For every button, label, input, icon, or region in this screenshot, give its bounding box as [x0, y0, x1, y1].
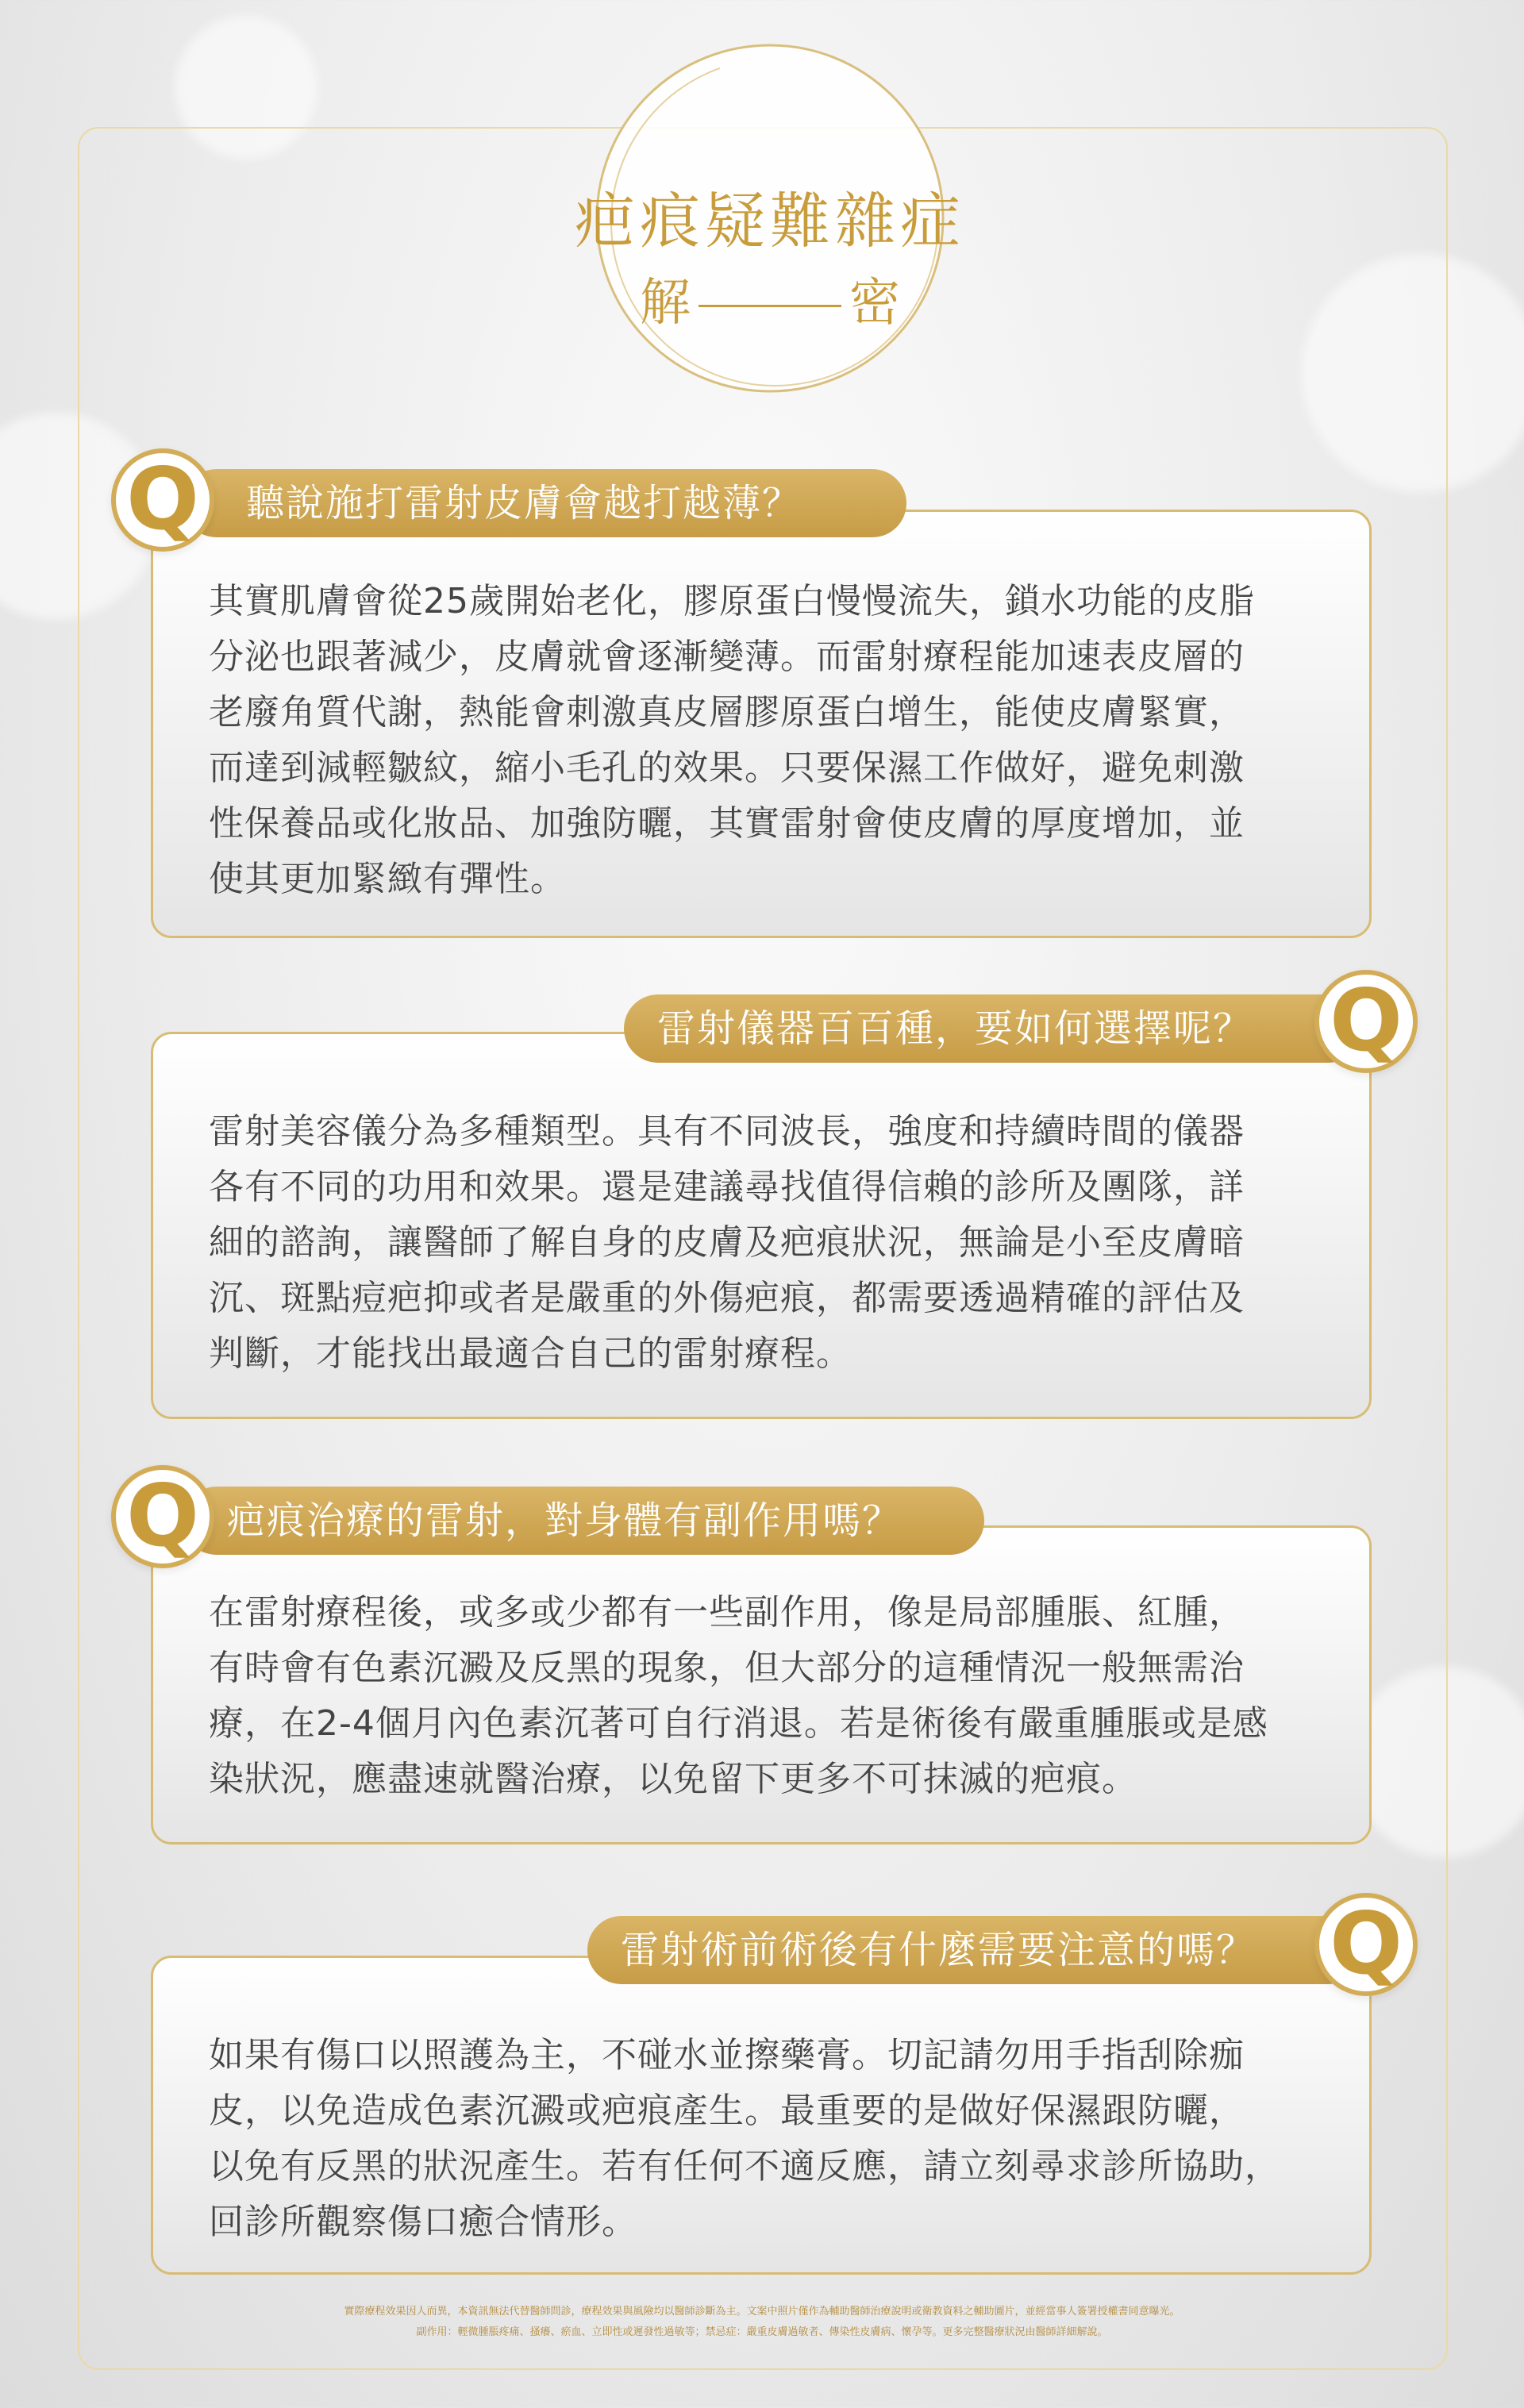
title-medallion	[572, 32, 968, 397]
question-bar-1	[183, 469, 906, 537]
question-text-3: 疤痕治療的雷射，對身體有副作用嗎？	[227, 1498, 902, 1543]
question-bar-4	[587, 1916, 1362, 1984]
answer-text-2: 雷射美容儀分為多種類型。具有不同波長，強度和持續時間的儀器 各有不同的功用和效果。還是建議尋找值得信賴的診所及團隊，詳 細的諮詢，讓醫師了解自身的皮膚及疤痕狀況，無論是小至皮膚暗 沉、斑點痘疤抑或者是嚴重的外傷疤痕，都需要透過精確的評估及 判斷，才能找出最適合自己的雷射療程。	[209, 1111, 1245, 1374]
disclaimer-line-2: 副作用：輕微腫脹疼痛、搔癢、瘀血、立即性或遲發性過敏等；禁忌症：嚴重皮膚過敏者、傳染性皮膚病、懷孕等。更多完整醫療狀況由醫師詳細解說。	[416, 2326, 1108, 2338]
q-icon: Q	[111, 448, 214, 552]
answer-text-1: 其實肌膚會從25歲開始老化，膠原蛋白慢慢流失，鎖水功能的皮脂 分泌也跟著減少，皮膚就會逐漸變薄。而雷射療程能加速表皮層的 老廢角質代謝，熱能會刺激真皮層膠原蛋白增生，能使皮膚緊實， 而達到減輕皺紋，縮小毛孔的效果。只要保濕工作做好，避免刺激 性保養品或化妝品、加強防曬，其實雷射會使皮膚的厚度增加，並 使其更加緊緻有彈性。	[209, 581, 1255, 899]
q-icon: Q	[1314, 970, 1418, 1073]
answer-card-1	[151, 510, 1372, 938]
subtitle-right: 密	[849, 274, 900, 333]
answer-card-3	[151, 1525, 1372, 1844]
page-title: 疤痕疑難雜症	[575, 186, 965, 256]
disclaimer	[0, 2302, 1524, 2343]
subtitle-divider	[698, 305, 841, 307]
answer-text-3: 在雷射療程後，或多或少都有一些副作用，像是局部腫脹、紅腫， 有時會有色素沉澱及反黑的現象，但大部分的這種情況一般無需治 療，在2-4個月內色素沉著可自行消退。若是術後有嚴重腫脹或是感 染狀況，應盡速就醫治療，以免留下更多不可抹滅的疤痕。	[209, 1592, 1268, 1799]
disclaimer-line-1: 實際療程效果因人而異，本資訊無法代替醫師問診，療程效果與風險均以醫師診斷為主。文案中照片僅作為輔助醫師治療說明或衛教資料之輔助圖片，並經當事人簽署授權書同意曝光。	[344, 2306, 1180, 2318]
question-text-2: 雷射儀器百百種，要如何選擇呢？	[657, 1006, 1253, 1051]
q-icon: Q	[1314, 1893, 1418, 1996]
page-subtitle	[572, 262, 968, 335]
question-text-4: 雷射術前術後有什麼需要注意的嗎？	[621, 1928, 1257, 1972]
answer-text-4: 如果有傷口以照護為主，不碰水並擦藥膏。切記請勿用手指刮除痂 皮，以免造成色素沉澱或疤痕產生。最重要的是做好保濕跟防曬， 以免有反黑的狀況產生。若有任何不適反應，請立刻尋求診所協助， 回診所觀察傷口癒合情形。	[209, 2035, 1280, 2242]
answer-card-4	[151, 1956, 1372, 2275]
subtitle-left: 解	[640, 274, 691, 333]
question-text-1: 聽說施打雷射皮膚會越打越薄？	[246, 481, 802, 525]
question-bar-2	[624, 994, 1362, 1063]
answer-card-2	[151, 1032, 1372, 1419]
q-icon: Q	[111, 1465, 214, 1568]
question-bar-3	[183, 1487, 984, 1555]
